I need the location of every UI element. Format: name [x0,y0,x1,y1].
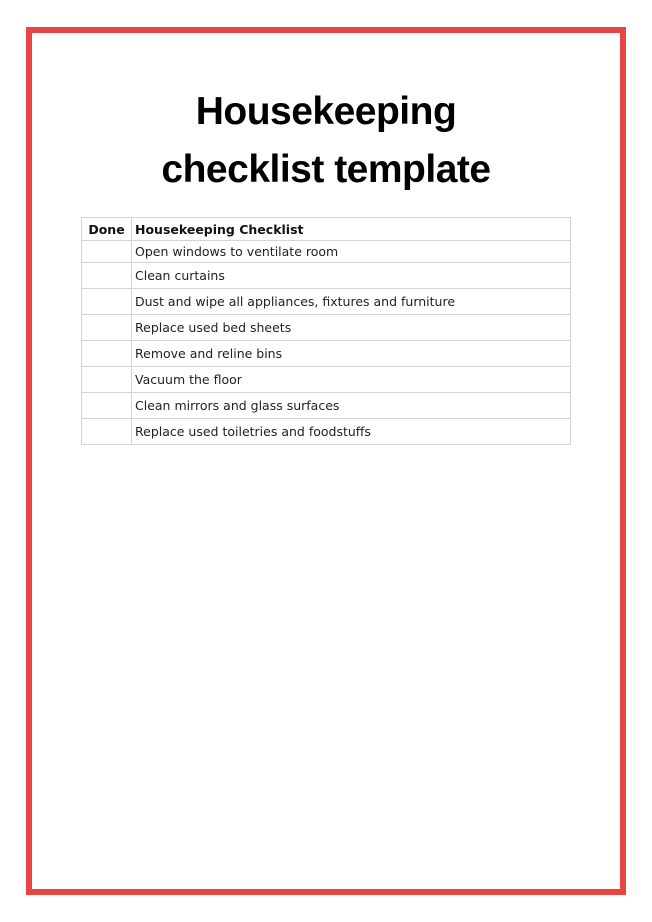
table-row [82,367,571,393]
task-cell: Replace used bed sheets [132,315,571,341]
table-row [82,241,571,263]
table-header-row [82,218,571,241]
title-line-1: Housekeeping [195,90,457,133]
page-frame [26,27,626,895]
table-row [82,393,571,419]
task-column-header: Housekeeping Checklist [132,218,571,241]
done-cell[interactable] [82,315,132,341]
task-cell: Dust and wipe all appliances, fixtures and furniture [132,289,571,315]
task-cell: Replace used toiletries and foodstuffs [132,419,571,445]
task-cell: Open windows to ventilate room [132,241,571,263]
task-cell: Clean curtains [132,263,571,289]
table-row [82,315,571,341]
task-cell: Vacuum the floor [132,367,571,393]
table-row [82,419,571,445]
page-title [32,83,620,199]
task-cell: Clean mirrors and glass surfaces [132,393,571,419]
checklist-table [81,217,571,445]
done-cell[interactable] [82,263,132,289]
done-cell[interactable] [82,241,132,263]
done-cell[interactable] [82,419,132,445]
done-cell[interactable] [82,341,132,367]
done-cell[interactable] [82,393,132,419]
task-cell: Remove and reline bins [132,341,571,367]
table-row [82,263,571,289]
done-cell[interactable] [82,367,132,393]
table-row [82,289,571,315]
done-column-header: Done [82,218,132,241]
table-row [82,341,571,367]
title-line-2: checklist template [161,148,491,191]
done-cell[interactable] [82,289,132,315]
